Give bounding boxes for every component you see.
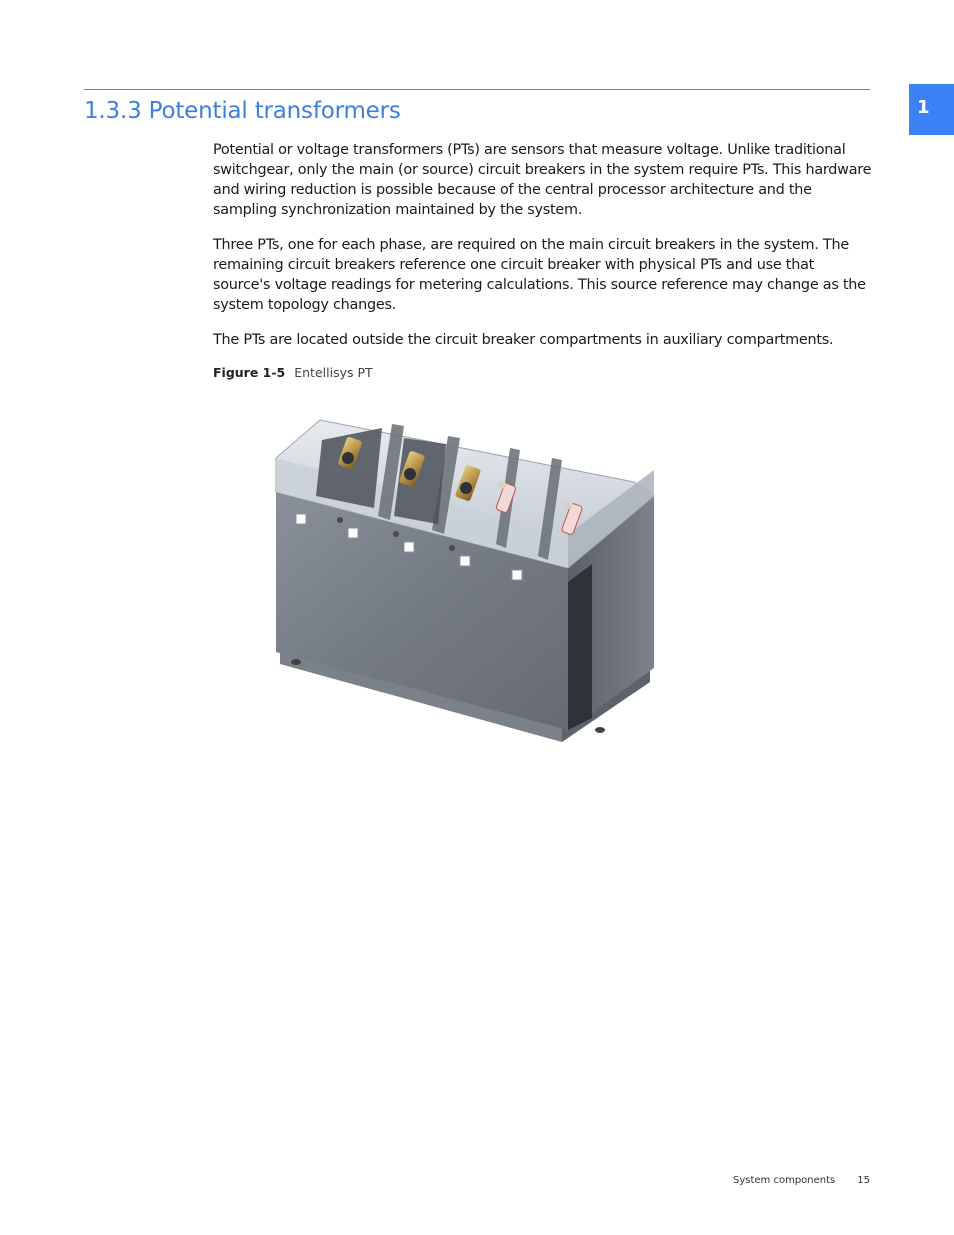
potential-transformer-illustration [262, 400, 672, 800]
section-heading: 1.3.3 Potential transformers [84, 98, 401, 124]
figure-title: Entellisys PT [294, 365, 373, 380]
chapter-tab: 1 [909, 84, 954, 135]
pt-photo [262, 400, 672, 800]
paragraph-2: Three PTs, one for each phase, are required on the main circuit breakers in the system. The remaining circuit breakers reference one circuit breaker with physical PTs and use that source's voltage readings for metering calculations. This source reference may change as the system topology changes. [213, 237, 866, 313]
figure-caption [213, 365, 373, 380]
heading-rule [84, 89, 870, 90]
paragraph-1: Potential or voltage transformers (PTs) are sensors that measure voltage. Unlike traditional switchgear, only the main (or source) circuit breakers in the system require PTs. This hardware and wiring reduction is possible because of the central processor architecture and the sampling synchronization maintained by the system. [213, 142, 872, 218]
section-body [213, 140, 873, 365]
page-number: 15 [857, 1175, 870, 1186]
figure-number: Figure 1-5 [213, 365, 286, 380]
page-footer [733, 1175, 870, 1186]
paragraph-3: The PTs are located outside the circuit breaker compartments in auxiliary compartments. [213, 332, 834, 348]
footer-section-name: System components [733, 1175, 836, 1186]
